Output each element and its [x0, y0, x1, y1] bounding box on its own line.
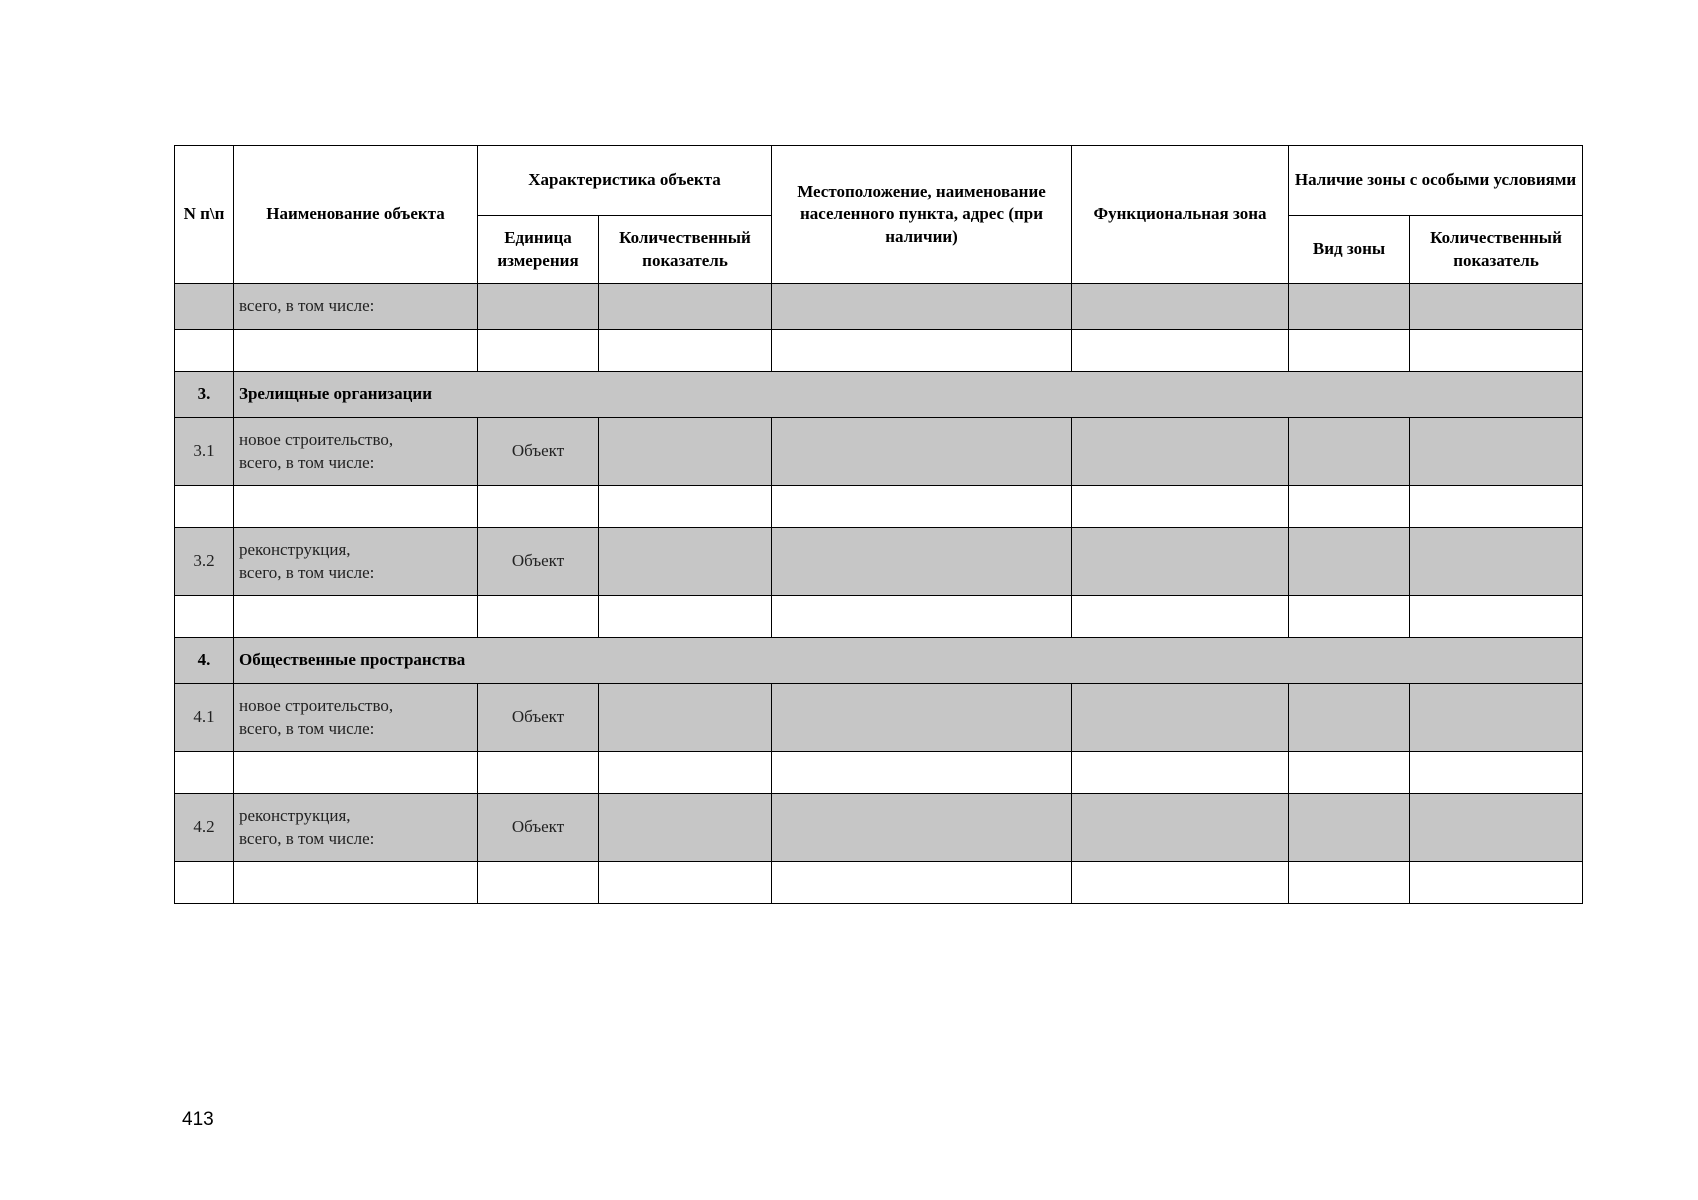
row-name-line2: всего, в том числе: — [239, 718, 375, 738]
table-row — [175, 862, 1583, 904]
cell — [1410, 284, 1583, 330]
row-number: 4.2 — [175, 794, 234, 862]
table-row — [175, 330, 1583, 372]
row-unit: Объект — [478, 794, 599, 862]
row-name-line1: новое строительство, — [239, 696, 394, 716]
table-row — [175, 794, 1583, 862]
header-special-zone: Наличие зоны с особыми условиями — [1289, 146, 1583, 216]
row-name-line1: реконструкция, — [239, 806, 351, 826]
row-name-line1: новое строительство, — [239, 430, 394, 450]
section-fill — [478, 638, 1583, 684]
section-title: Зрелищные организации — [234, 372, 478, 418]
table-row — [175, 752, 1583, 794]
row-number: 3.1 — [175, 418, 234, 486]
objects-table — [174, 145, 1583, 904]
row-name — [234, 418, 478, 486]
table-row — [175, 418, 1583, 486]
row-name-line1: реконструкция, — [239, 540, 351, 560]
table-row — [175, 284, 1583, 330]
section-row — [175, 372, 1583, 418]
row-name — [234, 794, 478, 862]
row-unit: Объект — [478, 684, 599, 752]
section-fill — [478, 372, 1583, 418]
row-unit: Объект — [478, 418, 599, 486]
row-name-line2: всего, в том числе: — [239, 452, 375, 472]
row-number: 3.2 — [175, 528, 234, 596]
cell — [599, 284, 772, 330]
cell — [1289, 284, 1410, 330]
header-characteristic: Характеристика объекта — [478, 146, 772, 216]
section-title: Общественные пространства — [234, 638, 478, 684]
row-name-line2: всего, в том числе: — [239, 562, 375, 582]
cell — [175, 284, 234, 330]
row-name: всего, в том числе: — [234, 284, 478, 330]
page-number: 413 — [182, 1109, 214, 1130]
header-unit: Единица измерения — [478, 216, 599, 284]
row-unit: Объект — [478, 528, 599, 596]
cell — [1072, 284, 1289, 330]
table-row — [175, 528, 1583, 596]
row-name — [234, 684, 478, 752]
header-functional-zone: Функциональная зона — [1072, 146, 1289, 284]
header-zone-type: Вид зоны — [1289, 216, 1410, 284]
section-number: 4. — [175, 638, 234, 684]
header-num: N п\п — [175, 146, 234, 284]
header-quantity: Количественный показатель — [599, 216, 772, 284]
row-name — [234, 528, 478, 596]
section-row — [175, 638, 1583, 684]
cell — [478, 284, 599, 330]
table-row — [175, 486, 1583, 528]
cell — [772, 284, 1072, 330]
table-row — [175, 684, 1583, 752]
header-location: Местоположение, наименование населенного пункта, адрес (при наличии) — [772, 146, 1072, 284]
row-name-line2: всего, в том числе: — [239, 828, 375, 848]
header-zone-quantity: Количественный показатель — [1410, 216, 1583, 284]
table-row — [175, 596, 1583, 638]
header-name: Наименование объекта — [234, 146, 478, 284]
row-number: 4.1 — [175, 684, 234, 752]
section-number: 3. — [175, 372, 234, 418]
